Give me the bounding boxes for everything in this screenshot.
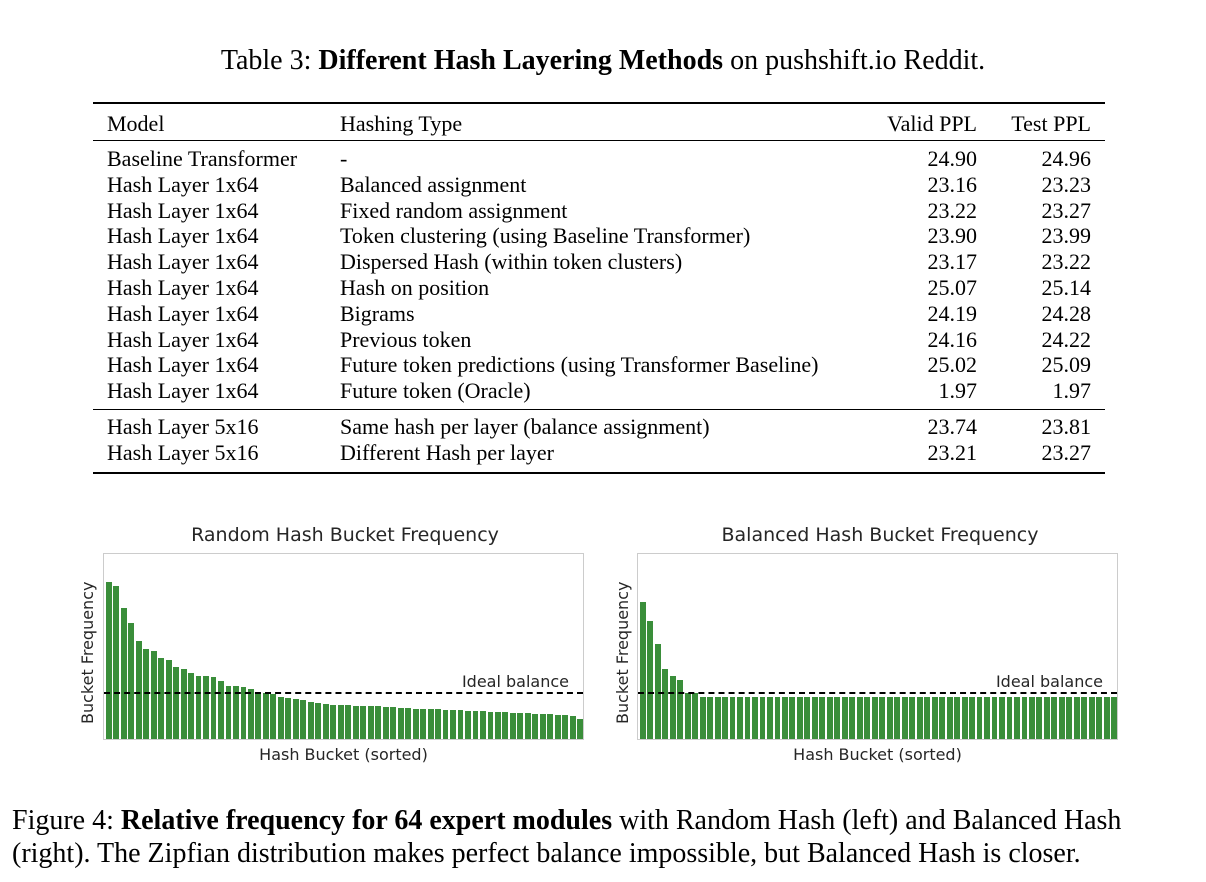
bar [106, 582, 112, 739]
bar [775, 697, 781, 739]
cell-test-ppl: 23.99 [1041, 223, 1091, 249]
cell-model: Hash Layer 1x64 [107, 223, 259, 249]
header-model: Model [107, 111, 165, 136]
bar [872, 697, 878, 739]
bar [1059, 697, 1065, 739]
bar [969, 697, 975, 739]
bar [722, 697, 728, 739]
bar [640, 602, 646, 739]
bar [1036, 697, 1042, 739]
bar [270, 694, 276, 739]
cell-hashing-type: Hash on position [340, 274, 490, 300]
cell-model: Hash Layer 1x64 [107, 378, 259, 404]
bar [730, 697, 736, 739]
bar [1074, 697, 1080, 739]
bar [278, 697, 284, 739]
cell-valid-ppl: 23.74 [927, 413, 977, 439]
cell-hashing-type: Bigrams [340, 300, 415, 326]
random-hash-chart [60, 520, 620, 770]
cell-hashing-type: Balanced assignment [340, 171, 527, 197]
bar [685, 693, 691, 739]
bar [797, 697, 803, 739]
cell-model: Hash Layer 1x64 [107, 326, 259, 352]
cell-model: Hash Layer 1x64 [107, 352, 259, 378]
bar [532, 714, 538, 739]
bar-series [105, 554, 582, 739]
bar [707, 697, 713, 739]
bar [857, 697, 863, 739]
bar [894, 697, 900, 739]
bar [819, 697, 825, 739]
bar [233, 686, 239, 739]
table-row [93, 440, 1105, 466]
bar [248, 689, 254, 739]
bar [1051, 697, 1057, 739]
bar [345, 705, 351, 739]
bar [947, 697, 953, 739]
balanced-hash-chart [595, 520, 1155, 770]
bar [1007, 697, 1013, 739]
table-caption-prefix: Table 3: [220, 45, 312, 76]
x-axis-label: Hash Bucket (sorted) [793, 745, 962, 764]
ideal-balance-label: Ideal balance [995, 672, 1103, 691]
bar [760, 697, 766, 739]
bar [368, 706, 374, 739]
bar [488, 712, 494, 739]
cell-test-ppl: 25.14 [1041, 274, 1091, 300]
bar [827, 697, 833, 739]
bar [525, 713, 531, 739]
table-row [93, 198, 1105, 224]
table-row [93, 172, 1105, 198]
bar [962, 697, 968, 739]
cell-test-ppl: 24.96 [1041, 146, 1091, 171]
bar [121, 608, 127, 739]
bar [677, 680, 683, 739]
cell-valid-ppl: 23.90 [927, 223, 977, 249]
bar-series [639, 554, 1116, 739]
bar [909, 697, 915, 739]
cell-hashing-type: Dispersed Hash (within token clusters) [340, 249, 683, 275]
bar [700, 697, 706, 739]
bar [353, 706, 359, 739]
bar [692, 693, 698, 739]
bar [745, 697, 751, 739]
cell-model: Hash Layer 1x64 [107, 249, 259, 275]
bar [330, 705, 336, 739]
ideal-balance-label: Ideal balance [461, 672, 569, 691]
bar [917, 697, 923, 739]
bar [1044, 697, 1050, 739]
bar [1014, 697, 1020, 739]
bar [517, 713, 523, 739]
bar [375, 706, 381, 739]
cell-valid-ppl: 25.07 [927, 274, 977, 300]
bar [562, 715, 568, 739]
bar [767, 697, 773, 739]
bar [1104, 697, 1110, 739]
table-row [93, 146, 1105, 172]
bar [647, 621, 653, 739]
bar [782, 697, 788, 739]
table-row [93, 378, 1105, 404]
ideal-balance-line [638, 692, 1117, 694]
cell-valid-ppl: 23.22 [927, 197, 977, 223]
bar [1022, 697, 1028, 739]
cell-valid-ppl: 23.17 [927, 249, 977, 275]
table-row [93, 414, 1105, 440]
chart-title: Random Hash Bucket Frequency [191, 524, 499, 546]
bar [136, 641, 142, 739]
table-caption-title: Different Hash Layering Methods [318, 45, 724, 76]
bar [390, 707, 396, 739]
bar [842, 697, 848, 739]
bar [715, 697, 721, 739]
cell-test-ppl: 23.22 [1041, 249, 1091, 275]
bar [502, 712, 508, 739]
header-valid-ppl: Valid PPL [887, 111, 977, 136]
bar [360, 706, 366, 739]
bar [196, 676, 202, 739]
x-axis-label: Hash Bucket (sorted) [259, 745, 428, 764]
bar [465, 711, 471, 739]
table-row [93, 249, 1105, 275]
results-table [93, 102, 1105, 474]
table-row [93, 327, 1105, 353]
table-group-5x16 [93, 414, 1105, 466]
bar [226, 686, 232, 739]
bar [255, 693, 261, 739]
bar [789, 697, 795, 739]
bar [113, 586, 119, 739]
bar [158, 658, 164, 739]
bar [879, 697, 885, 739]
cell-valid-ppl: 24.90 [927, 146, 977, 171]
figure-caption-title: Relative frequency for 64 expert modules [120, 805, 613, 836]
bar [293, 699, 299, 739]
bar [450, 710, 456, 739]
cell-model: Hash Layer 5x16 [107, 413, 259, 439]
bar [932, 697, 938, 739]
cell-hashing-type: Previous token [340, 326, 472, 352]
bar [405, 708, 411, 739]
bar [398, 708, 404, 739]
cell-valid-ppl: 23.21 [927, 439, 977, 465]
chart-title: Balanced Hash Bucket Frequency [721, 524, 1039, 546]
bar [954, 697, 960, 739]
cell-test-ppl: 25.09 [1041, 352, 1091, 378]
table-bottom-rule [93, 472, 1105, 474]
bar [420, 709, 426, 739]
figure-caption [12, 804, 1202, 870]
bar [166, 660, 172, 739]
bar [577, 719, 583, 739]
cell-model: Baseline Transformer [107, 146, 298, 171]
bar [834, 697, 840, 739]
cell-test-ppl: 23.27 [1041, 197, 1091, 223]
table-caption [0, 45, 1206, 77]
bar [458, 710, 464, 739]
header-hashing-type: Hashing Type [340, 111, 463, 136]
table-row [93, 352, 1105, 378]
cell-hashing-type: Different Hash per layer [340, 439, 554, 465]
bar [570, 716, 576, 739]
cell-model: Hash Layer 1x64 [107, 300, 259, 326]
bar [864, 697, 870, 739]
bar [285, 698, 291, 739]
cell-test-ppl: 23.27 [1041, 439, 1091, 465]
cell-model: Hash Layer 5x16 [107, 439, 259, 465]
bar [887, 697, 893, 739]
bar [939, 697, 945, 739]
bar [1096, 697, 1102, 739]
cell-model: Hash Layer 1x64 [107, 274, 259, 300]
header-test-ppl: Test PPL [1011, 111, 1091, 136]
cell-valid-ppl: 24.19 [927, 300, 977, 326]
table-row [93, 301, 1105, 327]
table-group-1hash [93, 146, 1105, 404]
cell-test-ppl: 23.23 [1041, 171, 1091, 197]
bar [984, 697, 990, 739]
cell-test-ppl: 1.97 [1052, 378, 1091, 404]
bar [495, 712, 501, 739]
y-axis-label: Bucket Frequency [78, 581, 97, 724]
cell-hashing-type: Future token predictions (using Transformer Baseline) [340, 352, 819, 378]
bar [315, 703, 321, 739]
bar [1029, 697, 1035, 739]
bar [547, 714, 553, 739]
cell-hashing-type: Future token (Oracle) [340, 378, 531, 404]
bar [435, 709, 441, 739]
cell-test-ppl: 24.28 [1041, 300, 1091, 326]
bar [737, 697, 743, 739]
plot-area [103, 553, 584, 740]
cell-valid-ppl: 25.02 [927, 352, 977, 378]
bar [480, 711, 486, 739]
table-row [93, 223, 1105, 249]
cell-hashing-type: Token clustering (using Baseline Transformer) [340, 223, 751, 249]
bar [473, 711, 479, 739]
bar [670, 676, 676, 739]
bar [999, 697, 1005, 739]
bar [173, 667, 179, 739]
bar [203, 676, 209, 739]
bar [977, 697, 983, 739]
bar [323, 704, 329, 739]
bar [510, 713, 516, 739]
bar [812, 697, 818, 739]
bar [804, 697, 810, 739]
bar [849, 697, 855, 739]
bar [181, 669, 187, 739]
figure-caption-prefix: Figure 4: [12, 805, 114, 836]
cell-test-ppl: 24.22 [1041, 326, 1091, 352]
cell-model: Hash Layer 1x64 [107, 171, 259, 197]
table-group-rule [93, 409, 1105, 410]
ideal-balance-line [104, 692, 583, 694]
bar [443, 710, 449, 739]
bar [218, 681, 224, 739]
bar [308, 702, 314, 739]
cell-model: Hash Layer 1x64 [107, 197, 259, 223]
bar [540, 714, 546, 739]
bar [1066, 697, 1072, 739]
bar [188, 673, 194, 739]
bar [428, 709, 434, 739]
cell-hashing-type: Fixed random assignment [340, 197, 568, 223]
cell-valid-ppl: 1.97 [938, 378, 977, 404]
bar [383, 707, 389, 739]
bar [211, 677, 217, 739]
bar [902, 697, 908, 739]
bar [241, 687, 247, 739]
cell-hashing-type: Same hash per layer (balance assignment) [340, 413, 710, 439]
bar [662, 669, 668, 739]
bar [1089, 697, 1095, 739]
y-axis-label: Bucket Frequency [613, 581, 632, 724]
cell-valid-ppl: 24.16 [927, 326, 977, 352]
bar [992, 697, 998, 739]
bar [752, 697, 758, 739]
table-caption-suffix: on pushshift.io Reddit. [730, 45, 986, 76]
bar [300, 700, 306, 739]
cell-hashing-type: - [340, 146, 348, 171]
bar [1081, 697, 1087, 739]
cell-test-ppl: 23.81 [1041, 413, 1091, 439]
cell-valid-ppl: 23.16 [927, 171, 977, 197]
bar [924, 697, 930, 739]
bar [1111, 697, 1117, 739]
bar [413, 709, 419, 739]
table-header-row [93, 104, 1105, 140]
bar [555, 715, 561, 739]
bar [151, 651, 157, 739]
figure-caption-body: with Random Hash (left) and Balanced Hash (right). The Zipfian distribution makes perfect balance impossible, but Balanced Hash is closer. [12, 805, 1122, 869]
bar [338, 705, 344, 739]
table-row [93, 275, 1105, 301]
plot-area [637, 553, 1118, 740]
bar [263, 693, 269, 739]
bar [128, 623, 134, 739]
